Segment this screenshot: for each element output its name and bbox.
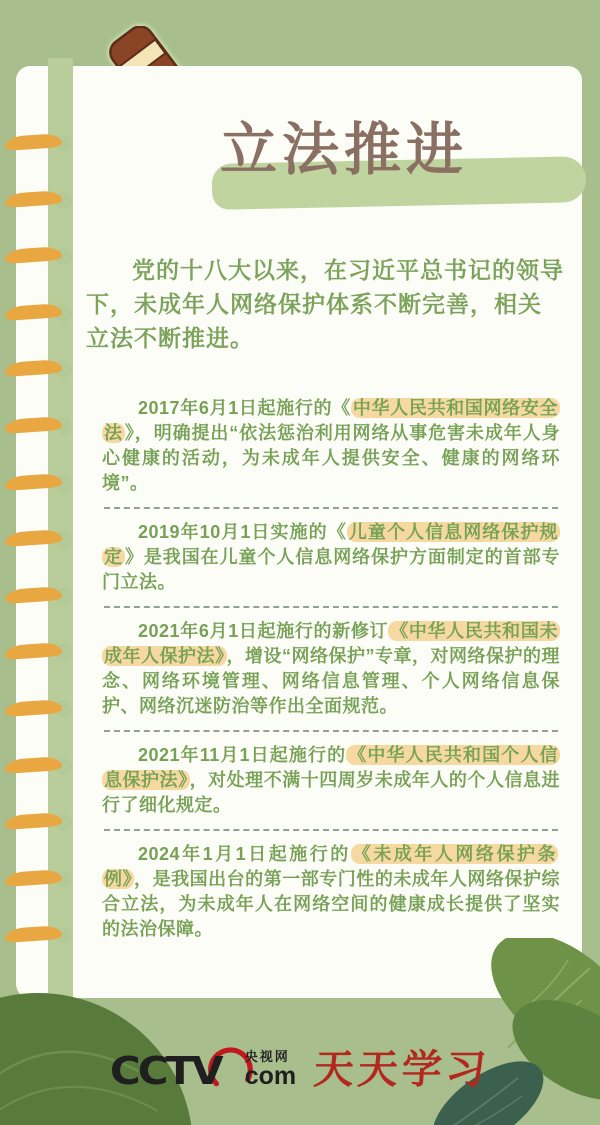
- highlighted-law-name: 《中华人民共和国个人信息保护法》: [104, 745, 558, 790]
- highlighted-law-name: 《中华人民共和国未成年人保护法》: [104, 621, 558, 666]
- paragraph-text: 2021年6月1日起施行的新修订: [138, 621, 389, 641]
- paragraph-text: 2024年1月1日起施行的: [138, 844, 351, 864]
- highlighted-law-name: 儿童个人信息网络保护规定: [104, 522, 559, 567]
- highlighted-law-name: 《未成年人网络保护条例》: [104, 844, 556, 889]
- paragraph-text: 》是我国在儿童个人信息网络保护方面制定的首部专门立法。: [102, 547, 561, 592]
- dashed-separator: [104, 507, 558, 509]
- cctv-logo: [109, 1041, 297, 1094]
- paragraph-text: ，增设“网络保护”专章，对网络保护的理念、网络环境管理、网络信息管理、个人网络信息保护、网络沉迷防治等作出全面规范。: [102, 646, 560, 716]
- slogan-tiantianxuexi: 天天学习: [312, 1045, 492, 1093]
- paragraph-text: 2021年11月1日起施行的: [138, 745, 347, 765]
- dashed-separator: [104, 606, 558, 608]
- paragraph-text: ，对处理不满十四周岁未成年人的个人信息进行了细化规定。: [102, 770, 561, 815]
- page-content: [16, 66, 582, 998]
- page-title: 立法推进: [220, 117, 468, 183]
- paragraph-text: ，是我国出台的第一部专门性的未成年人网络保护综合立法，为未成年人在网络空间的健康成长提供了坚实的法治保障。: [102, 869, 561, 939]
- law-paragraph-2021-nov: [102, 743, 560, 818]
- highlighted-law-name: 中华人民共和国网络安全法: [104, 398, 558, 443]
- paragraph-text: 》，明确提出“依法惩治利用网络从事危害未成年人身心健康的活动，为未成年人提供安全、健康的网络环境”。: [102, 423, 561, 493]
- law-paragraphs: [102, 396, 560, 942]
- dashed-separator: [104, 730, 558, 732]
- cctv-site-name: 央视网: [244, 1049, 290, 1064]
- cctv-logo-text: CCTV: [109, 1048, 221, 1094]
- paragraph-text: 2017年6月1日起施行的《: [138, 398, 351, 418]
- law-paragraph-2017: [102, 396, 560, 496]
- cctv-com-text: com: [244, 1062, 297, 1090]
- footer-logos: [0, 1034, 600, 1098]
- cctv-site-stack: [245, 1050, 296, 1091]
- paragraph-text: 2019年10月1日实施的《: [138, 522, 347, 542]
- law-paragraph-2019: [102, 520, 560, 595]
- law-paragraph-2021-june: [102, 619, 560, 719]
- intro-text: 党的十八大以来，在习近平总书记的领导下，未成年人网络保护体系不断完善，相关立法不断推进。: [86, 257, 564, 352]
- dashed-separator: [104, 829, 558, 831]
- law-paragraph-2024: [102, 842, 560, 942]
